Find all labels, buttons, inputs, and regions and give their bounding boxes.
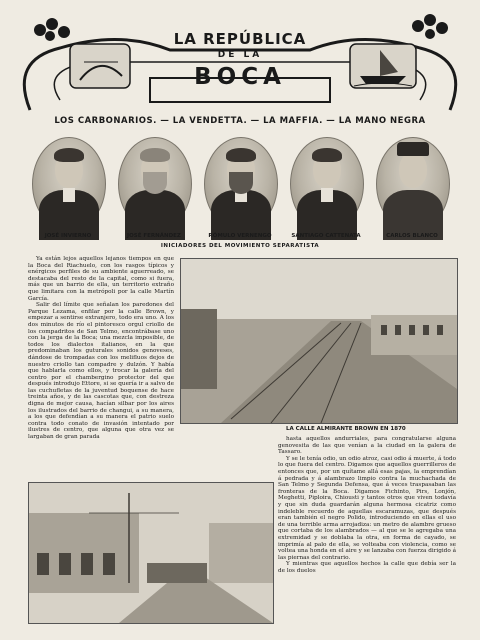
street-photo-image (181, 259, 457, 423)
title-line-3: BOCA (194, 64, 286, 90)
paragraph: Ya están lejos aquellos lejanos tiempos en que la Boca del Riachuelo, con los rasgos típicos y enérgicos perfiles de su ambiente aguerreado, se destacaba del resto de la capital, como si fuera, más que un barrio de ella, un territorio extraño que limitara con la metrópoli por la calle Martín García. (28, 256, 174, 302)
portrait-name: JOSÉ INVIERNO (44, 233, 92, 239)
portrait-carlos-blanco (376, 137, 450, 231)
paragraph: Y se le tenía odio, un odio atroz, casi odio á muerte, á todo lo que fuera del centro. Digamos que aquellos guerrilleros de entonces que, por un quítame allá esas pajas, la emprendían á pedrada y á alambrazo limpio contra la muchachada de San Telmo y Segunda Defensa, que á veces traspasaban las fronteras de la Boca. Digamos Fichinto, Pirs, Lonjón, Meghetti, Piploira, Chiousti y tantos otros que viven todavía y que sin duda guardarán alguna hermosa cicatriz como indeleble recuerdo de aquellas escaramuzas, que después eran también el negro Polido, introduciendo en ellas el uso de una terrible arma arrojadiza: un metro de alambre grueso que cortaba de los alambrados — al que se le agregaba una extremidad y se doblaba la otra, en forma de cayado, se imprimía al palo de ella, se volteaba con violencia, como se voltea una honda en el aire y se lanzaba con fuerza dirigido á las piernas del contrario. (278, 455, 456, 561)
portrait-jose-fernandez (118, 137, 192, 231)
text-column-2 (278, 436, 456, 626)
paragraph: Y mientras que aquellos hechos la calle que debía ser la de los duelos (278, 561, 456, 574)
title-line-1: LA REPÚBLICA (173, 30, 307, 48)
portrait-romulo-vernengo (204, 137, 278, 231)
portrait-name: SANTIAGO CATTENATA (291, 233, 361, 239)
photo-caption: LA CALLE ALMIRANTE BROWN EN 1870 (286, 426, 406, 432)
portrait-name: RÓMULO VERNENGO (208, 233, 272, 239)
portrait-name: JOSÉ FERNÁNDEZ (127, 233, 181, 239)
street-photo-modern-image (29, 483, 273, 623)
paragraph: Salir del límite que señalan los paredones del Parque Lezama, enfilar por la calle Brown, y empezar a sentirse extranjero, todo era uno. A los dos minutos de río el pintoresco orgul criollo de los compadritos de San Telmo, encontrábase uno con la jerga de la Boca; una mezcla imposible, de todos los dialectos italianos, en la que predominaban los guturales sonidos genoveses, dándose de trompadas con los melifluos dejos de nuestro criollo tan compadre y dulzón. Y había que hablarla como ellos, y trocar la galería del centro por el chambergino protector del que después introdujo Ettore, si se quería ir a salvo de las cuchufletas de la juventud boquense de hace treinta años, y de las cascotas que, con destreza digna de mejor causa, hacían silbar por los aires los ilustrados del barrio de changui, a su manera, a los que defendían a su manera el patrio suelo contra todo conato de invasión intentado por ilustres de centro, que alguna que otra vez se largaban de gran parada (28, 302, 174, 441)
subtitle: LOS CARBONARIOS. — LA VENDETTA. — LA MAFFIA. — LA MANO NEGRA (54, 116, 426, 126)
portrait-jose-invierno (32, 137, 106, 231)
portrait-name: CARLOS BLANCO (386, 233, 438, 239)
text-column-1 (28, 256, 174, 441)
portrait-santiago-cattenata (290, 137, 364, 231)
street-photo-1870 (180, 258, 458, 424)
street-photo-modern (28, 482, 274, 624)
title-line-2: DE LA (217, 50, 263, 60)
portraits-caption: INICIADORES DEL MOVIMIENTO SEPARATISTA (160, 243, 320, 249)
masthead-ornament (0, 0, 480, 120)
paragraph: hasta aquellos andurriales, para congratularse alguna genovesita de las que venían a la ciudad en la galera de Tassaro. (278, 436, 456, 456)
